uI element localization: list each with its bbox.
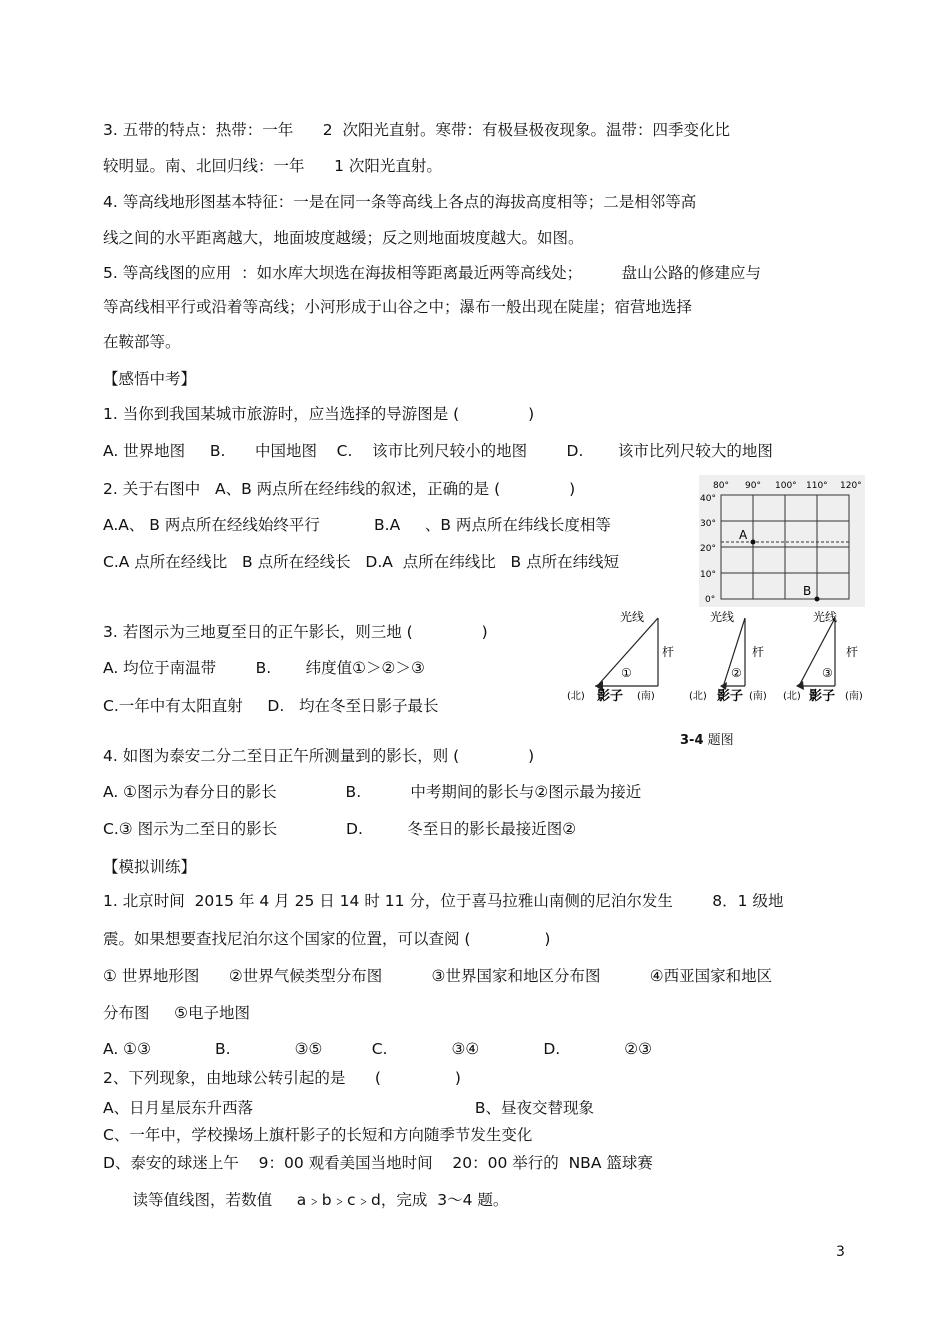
question-1: 1. 当你到我国某城市旅游时，应当选择的导游图是 ( ): [103, 405, 535, 423]
lon-label: 90°: [745, 481, 761, 491]
pole-label: 杆: [662, 645, 675, 659]
lat-label: 20°: [700, 544, 716, 554]
practice-2-option-c: C、一年中，学校操场上旗杆影子的长短和方向随季节发生变化: [103, 1126, 533, 1144]
practice-1-line-2: 震。如果想要查找尼泊尔这个国家的位置，可以查阅 ( ): [103, 930, 551, 948]
text-line-5: 5. 等高线图的应用 ：如水库大坝选在海拔相等距离最近两等高线处； 盘山公路的修建应与: [103, 264, 761, 282]
text-line-1: 3. 五带的特点：热带：一年 2 次阳光直射。寒带：有极昼极夜现象。温带：四季变化比: [103, 121, 730, 139]
pole-label: 杆: [846, 645, 859, 659]
shadow-label-2: ②: [731, 666, 742, 680]
section-title-practice: 【模拟训练】: [103, 858, 197, 876]
question-3-options-cd: C.一年中有太阳直射 D. 均在冬至日影子最长: [103, 697, 439, 715]
lon-label: 110°: [806, 481, 828, 491]
question-3-options-ab: A. 均位于南温带 B. 纬度值①＞②＞③: [103, 659, 425, 677]
question-4-options-ab: A. ①图示为春分日的影长 B. 中考期间的影长与②图示最为接近: [103, 783, 642, 801]
lon-label: 120°: [840, 481, 862, 491]
question-2: 2. 关于右图中 A、B 两点所在经纬线的叙述，正确的是 ( ): [103, 480, 576, 498]
question-1-options: A. 世界地图 B. 中国地图 C. 该市比列尺较小的地图 D. 该市比列尺较大的地图: [103, 442, 773, 460]
question-4-options-cd: C.③ 图示为二至日的影长 D. 冬至日的影长最接近图②: [103, 820, 577, 838]
text-line-4: 线之间的水平距离越大，地面坡度越缓；反之则地面坡度越大。如图。: [103, 229, 584, 247]
pole-label: 杆: [752, 645, 765, 659]
north-label: (北): [689, 691, 707, 702]
caption-number: 3-4: [680, 733, 704, 748]
practice-2-option-d: D、泰安的球迷上午 9：00 观看美国当地时间 20：00 举行的 NBA 篮球赛: [103, 1154, 653, 1172]
lon-label: 100°: [775, 481, 797, 491]
question-2-options-ab: A.A、 B 两点所在经线始终平行 B.A 、B 两点所在纬线长度相等: [103, 516, 611, 534]
practice-1-line-4: 分布图 ⑤电子地图: [103, 1004, 251, 1022]
south-label: (南): [749, 691, 767, 702]
practice-1-options: A. ①③ B. ③⑤ C. ③④ D. ②③: [103, 1040, 653, 1058]
light-label: 光线: [710, 610, 735, 624]
section-title-exam: 【感悟中考】: [103, 370, 197, 388]
shadow-label-3: ③: [822, 666, 833, 680]
lat-label: 30°: [700, 519, 716, 529]
shadow-word: 影子: [809, 689, 836, 704]
lon-label: 80°: [713, 481, 729, 491]
lat-lon-grid-figure: [699, 475, 865, 607]
south-label: (南): [637, 691, 655, 702]
question-2-options-cd: C.A 点所在经线比 B 点所在经线长 D.A 点所在纬线比 B 点所在纬线短: [103, 553, 620, 571]
text-line-2: 较明显。南、北回归线：一年 1 次阳光直射。: [103, 157, 442, 175]
lat-label: 40°: [700, 494, 716, 504]
lat-label: 0°: [705, 595, 716, 605]
light-label: 光线: [620, 610, 645, 624]
practice-1-line-3: ① 世界地形图 ②世界气候类型分布图 ③世界国家和地区分布图 ④西亚国家和地区: [103, 967, 773, 985]
light-label: 光线: [813, 610, 838, 624]
north-label: (北): [567, 691, 585, 702]
south-label: (南): [845, 691, 863, 702]
shadow-word: 影子: [597, 689, 624, 704]
shadow-word: 影子: [717, 689, 744, 704]
question-4: 4. 如图为泰安二分二至日正午所测量到的影长，则 ( ): [103, 747, 535, 765]
practice-2: 2、下列现象，由地球公转引起的是 ( ): [103, 1069, 461, 1087]
north-label: (北): [783, 691, 801, 702]
text-line-7: 在鞍部等。: [103, 333, 181, 351]
lat-label: 10°: [700, 570, 716, 580]
practice-2-options-ab: A、日月星辰东升西落 B、昼夜交替现象: [103, 1099, 594, 1117]
shadow-length-figure: [565, 604, 880, 710]
practice-1-line-1: 1. 北京时间 2015 年 4 月 25 日 14 时 11 分，位于喜马拉雅山南侧的尼泊尔发生 8．1 级地: [103, 892, 784, 910]
point-a-label: A: [739, 528, 748, 542]
text-line-6: 等高线相平行或沿着等高线；小河形成于山谷之中；瀑布一般出现在陡崖；宿营地选择: [103, 298, 693, 316]
point-b-label: B: [803, 584, 812, 598]
figure-caption: [680, 729, 734, 748]
shadow-label-1: ①: [621, 666, 632, 680]
question-3: 3. 若图示为三地夏至日的正午影长，则三地 ( ): [103, 623, 488, 641]
practice-3-4-intro: 读等值线图，若数值 a﹥b﹥c﹥d，完成 3～4 题。: [103, 1191, 509, 1209]
caption-text: 题图: [703, 733, 734, 748]
page-number: 3: [836, 1244, 845, 1260]
text-line-3: 4. 等高线地形图基本特征：一是在同一条等高线上各点的海拔高度相等；二是相邻等高: [103, 193, 697, 211]
